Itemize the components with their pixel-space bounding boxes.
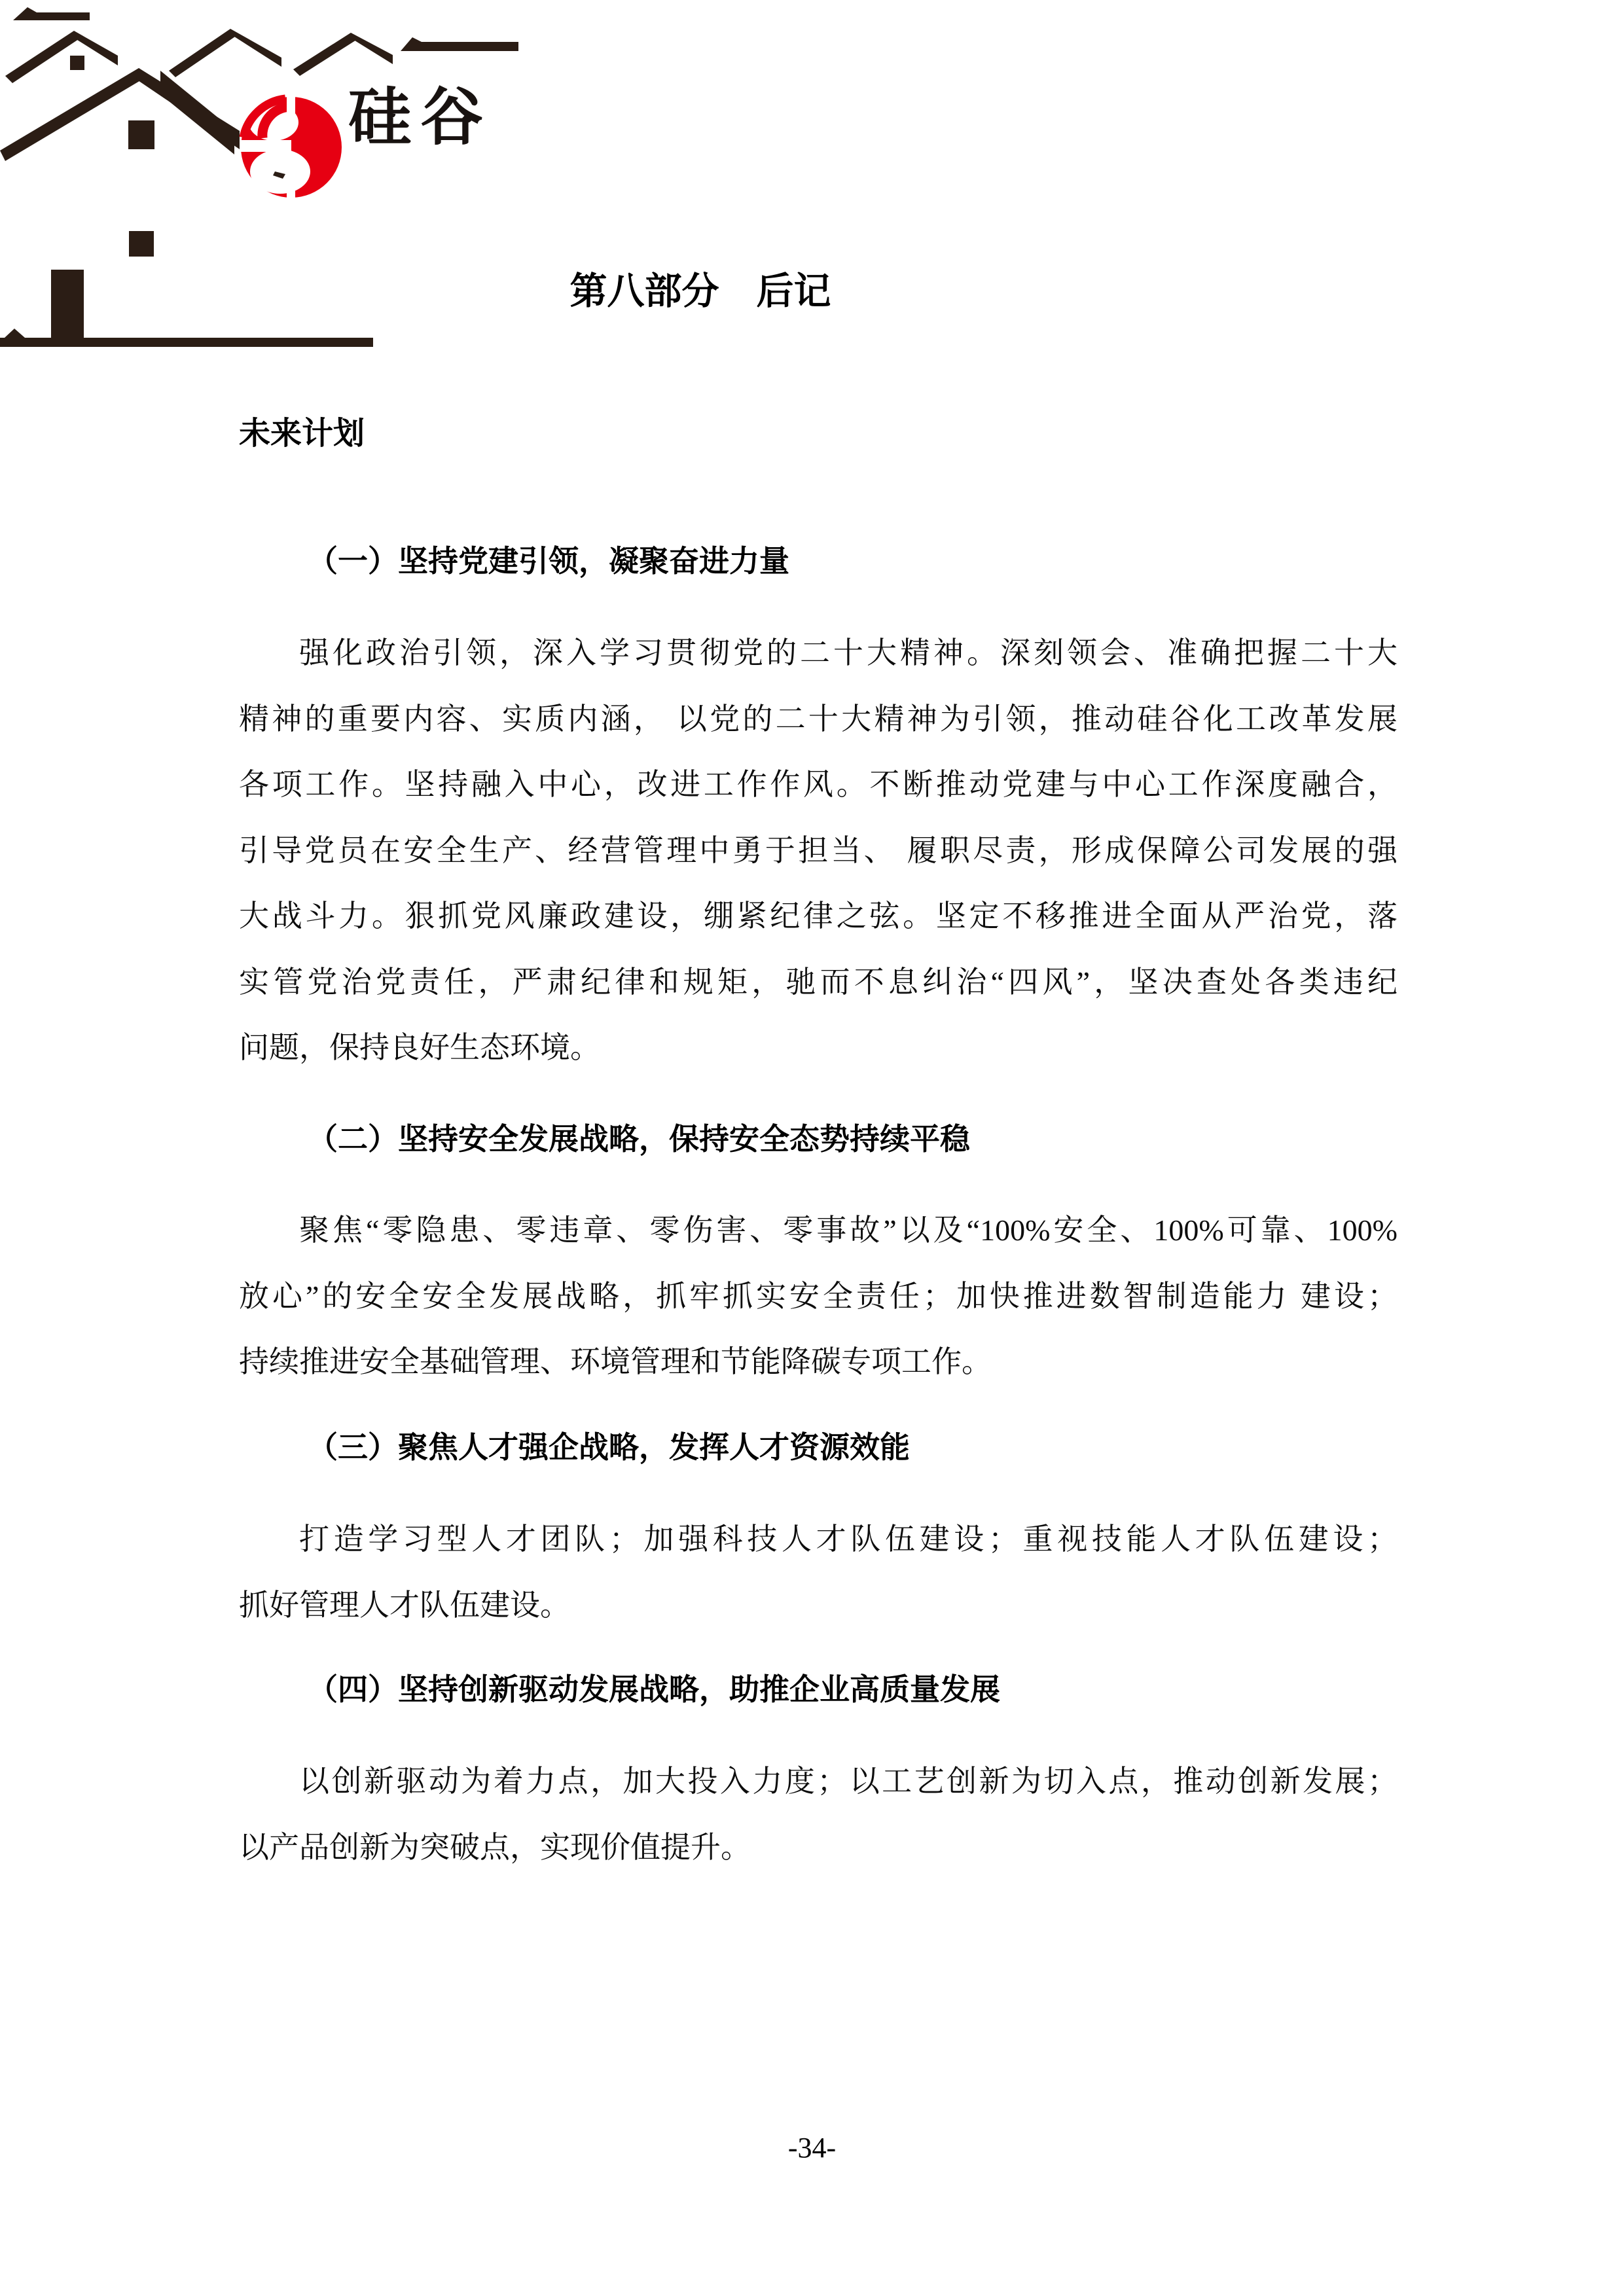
paragraph-line: 打造学习型人才团队；加强科技人才队伍建设；重视技能人才队伍建设；: [299, 1522, 1398, 1556]
page-title: 第八部分 后记: [569, 270, 831, 312]
logo-emblem: [241, 96, 342, 199]
paragraph-line: 以创新驱动为着力点，加大投入力度；以工艺创新为切入点，推动创新发展；: [299, 1765, 1398, 1798]
paragraph-line: 聚焦“零隐患、零违章、零伤害、零事故”以及“100%安全、100%可靠、100%: [299, 1213, 1398, 1247]
paragraph-line: 大战斗力。狠抓党风廉政建设，绷紧纪律之弦。坚定不移推进全面从严治党，落: [239, 899, 1398, 933]
section-1-paragraph: [239, 620, 1398, 1081]
paragraph-line: 各项工作。坚持融入中心，改进工作作风。不断推动党建与中心工作深度融合，: [239, 768, 1398, 801]
section-4-paragraph: [239, 1749, 1398, 1880]
paragraph-line: 实管党治党责任，严肃纪律和规矩，驰而不息纠治“四风”，坚决查处各类违纪: [239, 965, 1398, 999]
paragraph-line: 精神的重要内容、实质内涵， 以党的二十大精神为引领，推动硅谷化工改革发展: [239, 702, 1398, 736]
paragraph-line: 持续推进安全基础管理、环境管理和节能降碳专项工作。: [239, 1345, 992, 1378]
paragraph-line: 引导党员在安全生产、经营管理中勇于担当、 履职尽责，形成保障公司发展的强: [239, 833, 1398, 867]
section-2-heading: （二）坚持安全发展战略，保持安全态势持续平稳: [308, 1122, 970, 1156]
logo-text: 硅谷: [348, 82, 492, 152]
paragraph-line: 抓好管理人才队伍建设。: [239, 1588, 570, 1622]
section-4-heading: （四）坚持创新驱动发展战略，助推企业高质量发展: [308, 1672, 1000, 1706]
section-1-heading: （一）坚持党建引领，凝聚奋进力量: [308, 544, 789, 578]
future-plan-heading: 未来计划: [239, 416, 365, 451]
paragraph-line: 问题，保持良好生态环境。: [239, 1031, 600, 1064]
paragraph-line: 放心”的安全安全发展战略，抓牢抓实安全责任；加快推进数智制造能力 建设；: [239, 1279, 1398, 1313]
page-number: -34-: [787, 2132, 837, 2164]
section-2-paragraph: [239, 1198, 1398, 1395]
paragraph-line: 以产品创新为突破点，实现价值提升。: [239, 1830, 751, 1864]
paragraph-line: 强化政治引领，深入学习贯彻党的二十大精神。深刻领会、准确把握二十大: [299, 636, 1398, 670]
section-3-paragraph: [239, 1507, 1398, 1638]
section-3-heading: （三）聚焦人才强企战略，发挥人才资源效能: [308, 1430, 910, 1464]
